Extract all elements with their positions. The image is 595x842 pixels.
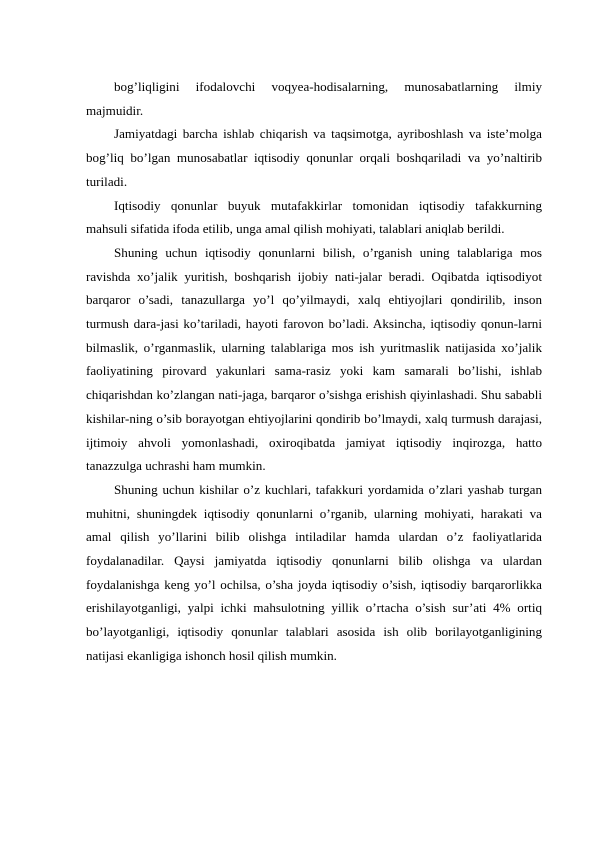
paragraph-1: bog’liqligini ifodalovchi voqyea-hodisalarning, munosabatlarning ilmiy majmuidir. <box>86 79 542 118</box>
paragraph-2: Jamiyatdagi barcha ishlab chiqarish va taqsimotga, ayriboshlash va iste’molga bog’liq bo’lgan munosabatlar iqtisodiy qonunlar orqali boshqariladi va yo’naltirib turiladi. <box>86 126 542 189</box>
document-body <box>86 75 542 668</box>
paragraph-5: Shuning uchun kishilar o’z kuchlari, tafakkuri yordamida o’zlari yashab turgan muhitni, shuningdek iqtisodiy qonunlarni o’rganib, ularning mohiyati, harakati va amal qilish yo’llarini bilib olishga intiladilar hamda ulardan o’z faoliyatlarida foydalanadilar. Qaysi jamiyatda iqtisodiy qonunlarni bilib olishga va ulardan foydalanishga keng yo’l ochilsa, o’sha joyda iqtisodiy o’sish, iqtisodiy barqarorlikka erishilayotganligi, yalpi ichki mahsulotning yillik o’rtacha o’sish sur’ati 4% ortiq bo’layotganligi, iqtisodiy qonunlar talablari asosida ish olib borilayotganligining natijasi ekanligiga ishonch hosil qilish mumkin. <box>86 481 542 663</box>
paragraph-4: Shuning uchun iqtisodiy qonunlarni bilish, o’rganish uning talablariga mos ravishda xo’jalik yuritish, boshqarish ijobiy nati-jalar beradi. Oqibatda iqtisodiyot barqaror o’sadi, tanazullarga yo’l qo’yilmaydi, xalq ehtiyojlari qondirilib, inson turmush dara-jasi ko’tariladi, hayoti farovon bo’ladi. Aksincha, iqtisodiy qonun-larni bilmaslik, o’rganmaslik, ularning talablariga mos ish yuritmaslik natijasida xo’jalik faoliyatining pirovard yakunlari sama-rasiz yoki kam samarali bo’lishi, ishlab chiqarishdan ko’zlangan nati-jaga, barqaror o’sishga erishish qiyinlashadi. Shu sababli kishilar-ning o’sib borayotgan ehtiyojlarini qondirib bo’lmaydi, xalq turmush darajasi, ijtimoiy ahvoli yomonlashadi, oxiroqibatda jamiyat iqtisodiy inqirozga, hatto tanazzulga uchrashi ham mumkin. <box>86 244 542 474</box>
paragraph-3: Iqtisodiy qonunlar buyuk mutafakkirlar tomonidan iqtisodiy tafakkurning mahsuli sifatida ifoda etilib, unga amal qilish mohiyati, talablari aniqlab berildi. <box>86 197 542 237</box>
